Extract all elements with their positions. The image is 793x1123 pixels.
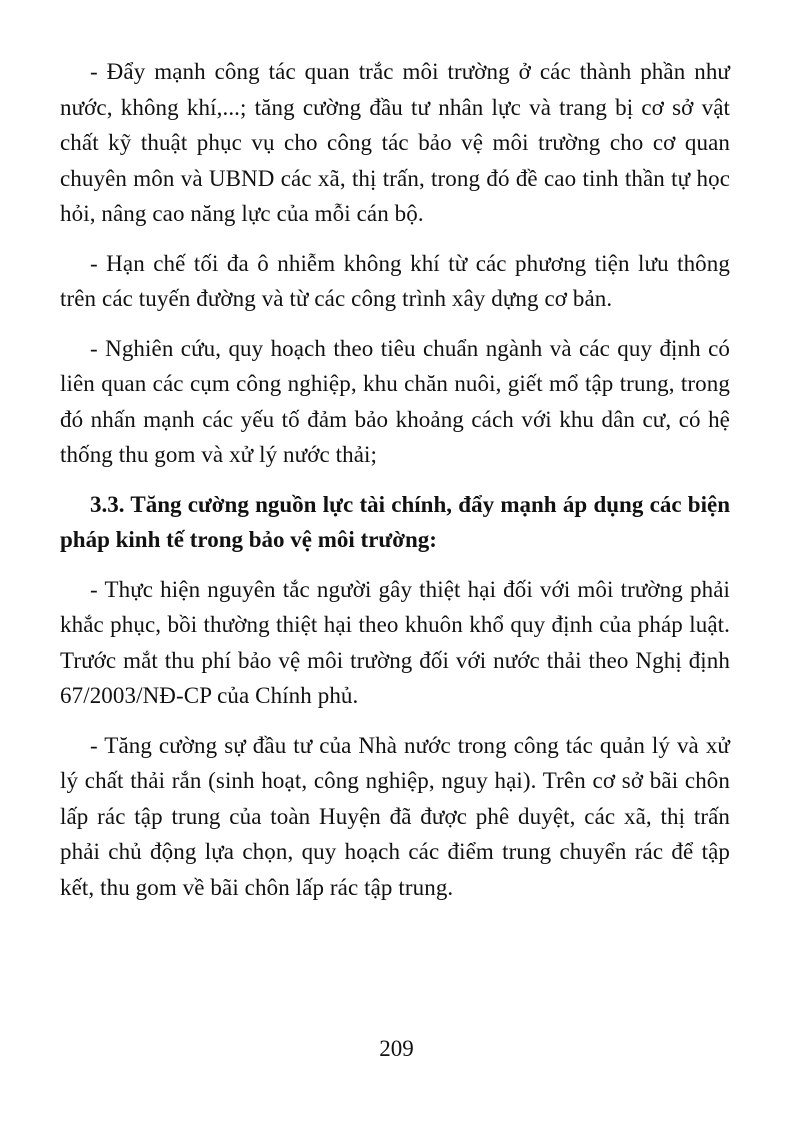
page-number: 209 bbox=[379, 1036, 414, 1061]
paragraph-polluter-pays: - Thực hiện nguyên tắc người gây thiệt hại đối với môi trường phải khắc phục, bồi thường thiệt hại theo khuôn khổ quy định của pháp luật. Trước mắt thu phí bảo vệ môi trường đối với nước thải theo Nghị định 67/2003/NĐ-CP của Chính phủ. bbox=[60, 576, 730, 708]
paragraph-air-pollution: - Hạn chế tối đa ô nhiễm không khí từ các phương tiện lưu thông trên các tuyến đường và từ các công trình xây dựng cơ bản. bbox=[60, 250, 730, 311]
section-heading: 3.3. Tăng cường nguồn lực tài chính, đẩy mạnh áp dụng các biện pháp kinh tế trong bảo vệ môi trường: bbox=[60, 491, 730, 552]
paragraph-planning: - Nghiên cứu, quy hoạch theo tiêu chuẩn ngành và các quy định có liên quan các cụm công nghiệp, khu chăn nuôi, giết mổ tập trung, trong đó nhấn mạnh các yếu tố đảm bảo khoảng cách với khu dân cư, có hệ thống thu gom và xử lý nước thải; bbox=[60, 335, 730, 467]
page-body bbox=[60, 54, 730, 919]
paragraph-solid-waste: - Tăng cường sự đầu tư của Nhà nước trong công tác quản lý và xử lý chất thải rắn (sinh hoạt, công nghiệp, nguy hại). Trên cơ sở bãi chôn lấp rác tập trung của toàn Huyện đã được phê duyệt, các xã, thị trấn phải chủ động lựa chọn, quy hoạch các điểm trung chuyển rác để tập kết, thu gom về bãi chôn lấp rác tập trung. bbox=[60, 732, 730, 900]
paragraph-monitoring: - Đẩy mạnh công tác quan trắc môi trường ở các thành phần như nước, không khí,...; tăng cường đầu tư nhân lực và trang bị cơ sở vật chất kỹ thuật phục vụ cho công tác bảo vệ môi trường cho cơ quan chuyên môn và UBND các xã, thị trấn, trong đó đề cao tinh thần tự học hỏi, nâng cao năng lực của mỗi cán bộ. bbox=[60, 59, 730, 226]
